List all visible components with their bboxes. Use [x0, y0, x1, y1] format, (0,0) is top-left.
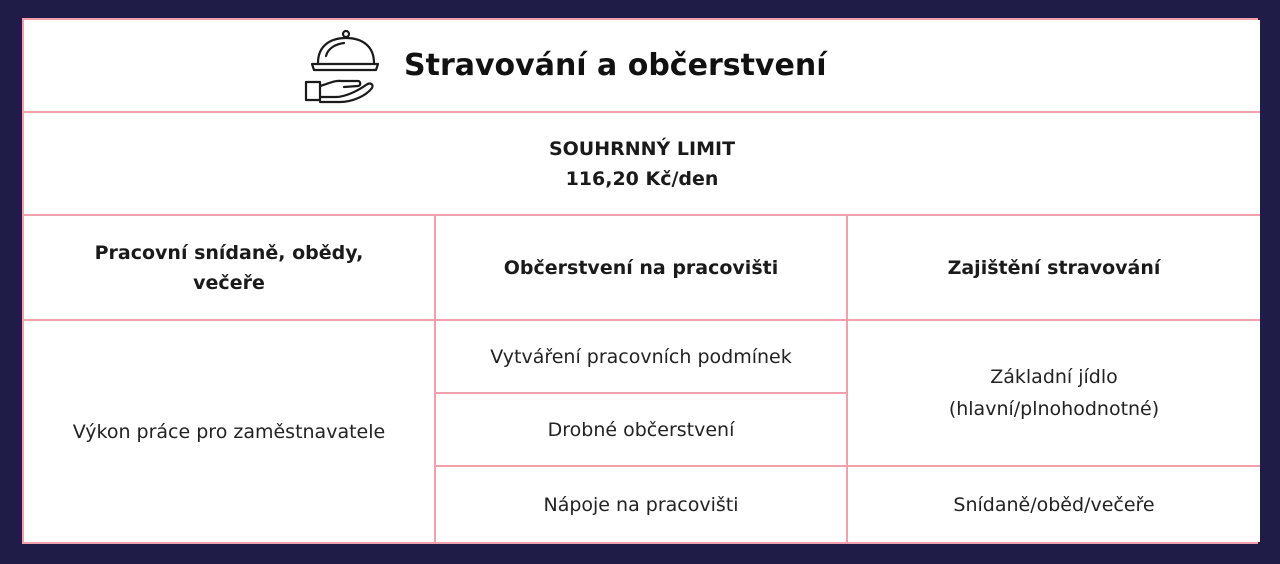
summary-limit-label: SOUHRNNÝ LIMIT: [548, 137, 736, 160]
column-header-label: Pracovní snídaně, obědy, večeře: [94, 241, 364, 294]
serving-cloche-hand-icon: [302, 26, 380, 106]
cell-text-line1: Základní jídlo: [990, 366, 1118, 388]
table-frame: [22, 18, 1258, 544]
table-cell-small-refreshments: [436, 394, 848, 467]
cell-text: Výkon práce pro zaměstnavatele: [72, 420, 386, 443]
column-header-label: Zajištění stravování: [947, 256, 1161, 279]
cell-text: Drobné občerstvení: [547, 418, 735, 441]
column-header-label: Občerstvení na pracovišti: [503, 256, 779, 279]
cell-text: Vytváření pracovních podmínek: [490, 345, 792, 368]
column-header-workplace-refreshments: [436, 216, 848, 321]
table-title-row: [24, 20, 1260, 113]
table-cell-working-conditions: [436, 321, 848, 394]
cell-text: Snídaně/oběd/večeře: [953, 493, 1155, 516]
table-cell-work-for-employer: [24, 321, 436, 542]
summary-limit-value: 116,20 Kč/den: [565, 167, 719, 190]
column-header-catering: [848, 216, 1260, 321]
column-header-work-meals: [24, 216, 436, 321]
table-cell-basic-meal: [848, 321, 1260, 467]
table-cell-workplace-drinks: [436, 467, 848, 542]
summary-limit-row: [24, 113, 1260, 216]
cell-text: Nápoje na pracovišti: [543, 493, 739, 516]
catering-table: [22, 18, 1258, 544]
table-title: Stravování a občerstvení: [404, 48, 827, 83]
table-cell-meals: [848, 467, 1260, 542]
cell-text-line2: (hlavní/plnohodnotné): [948, 398, 1160, 420]
